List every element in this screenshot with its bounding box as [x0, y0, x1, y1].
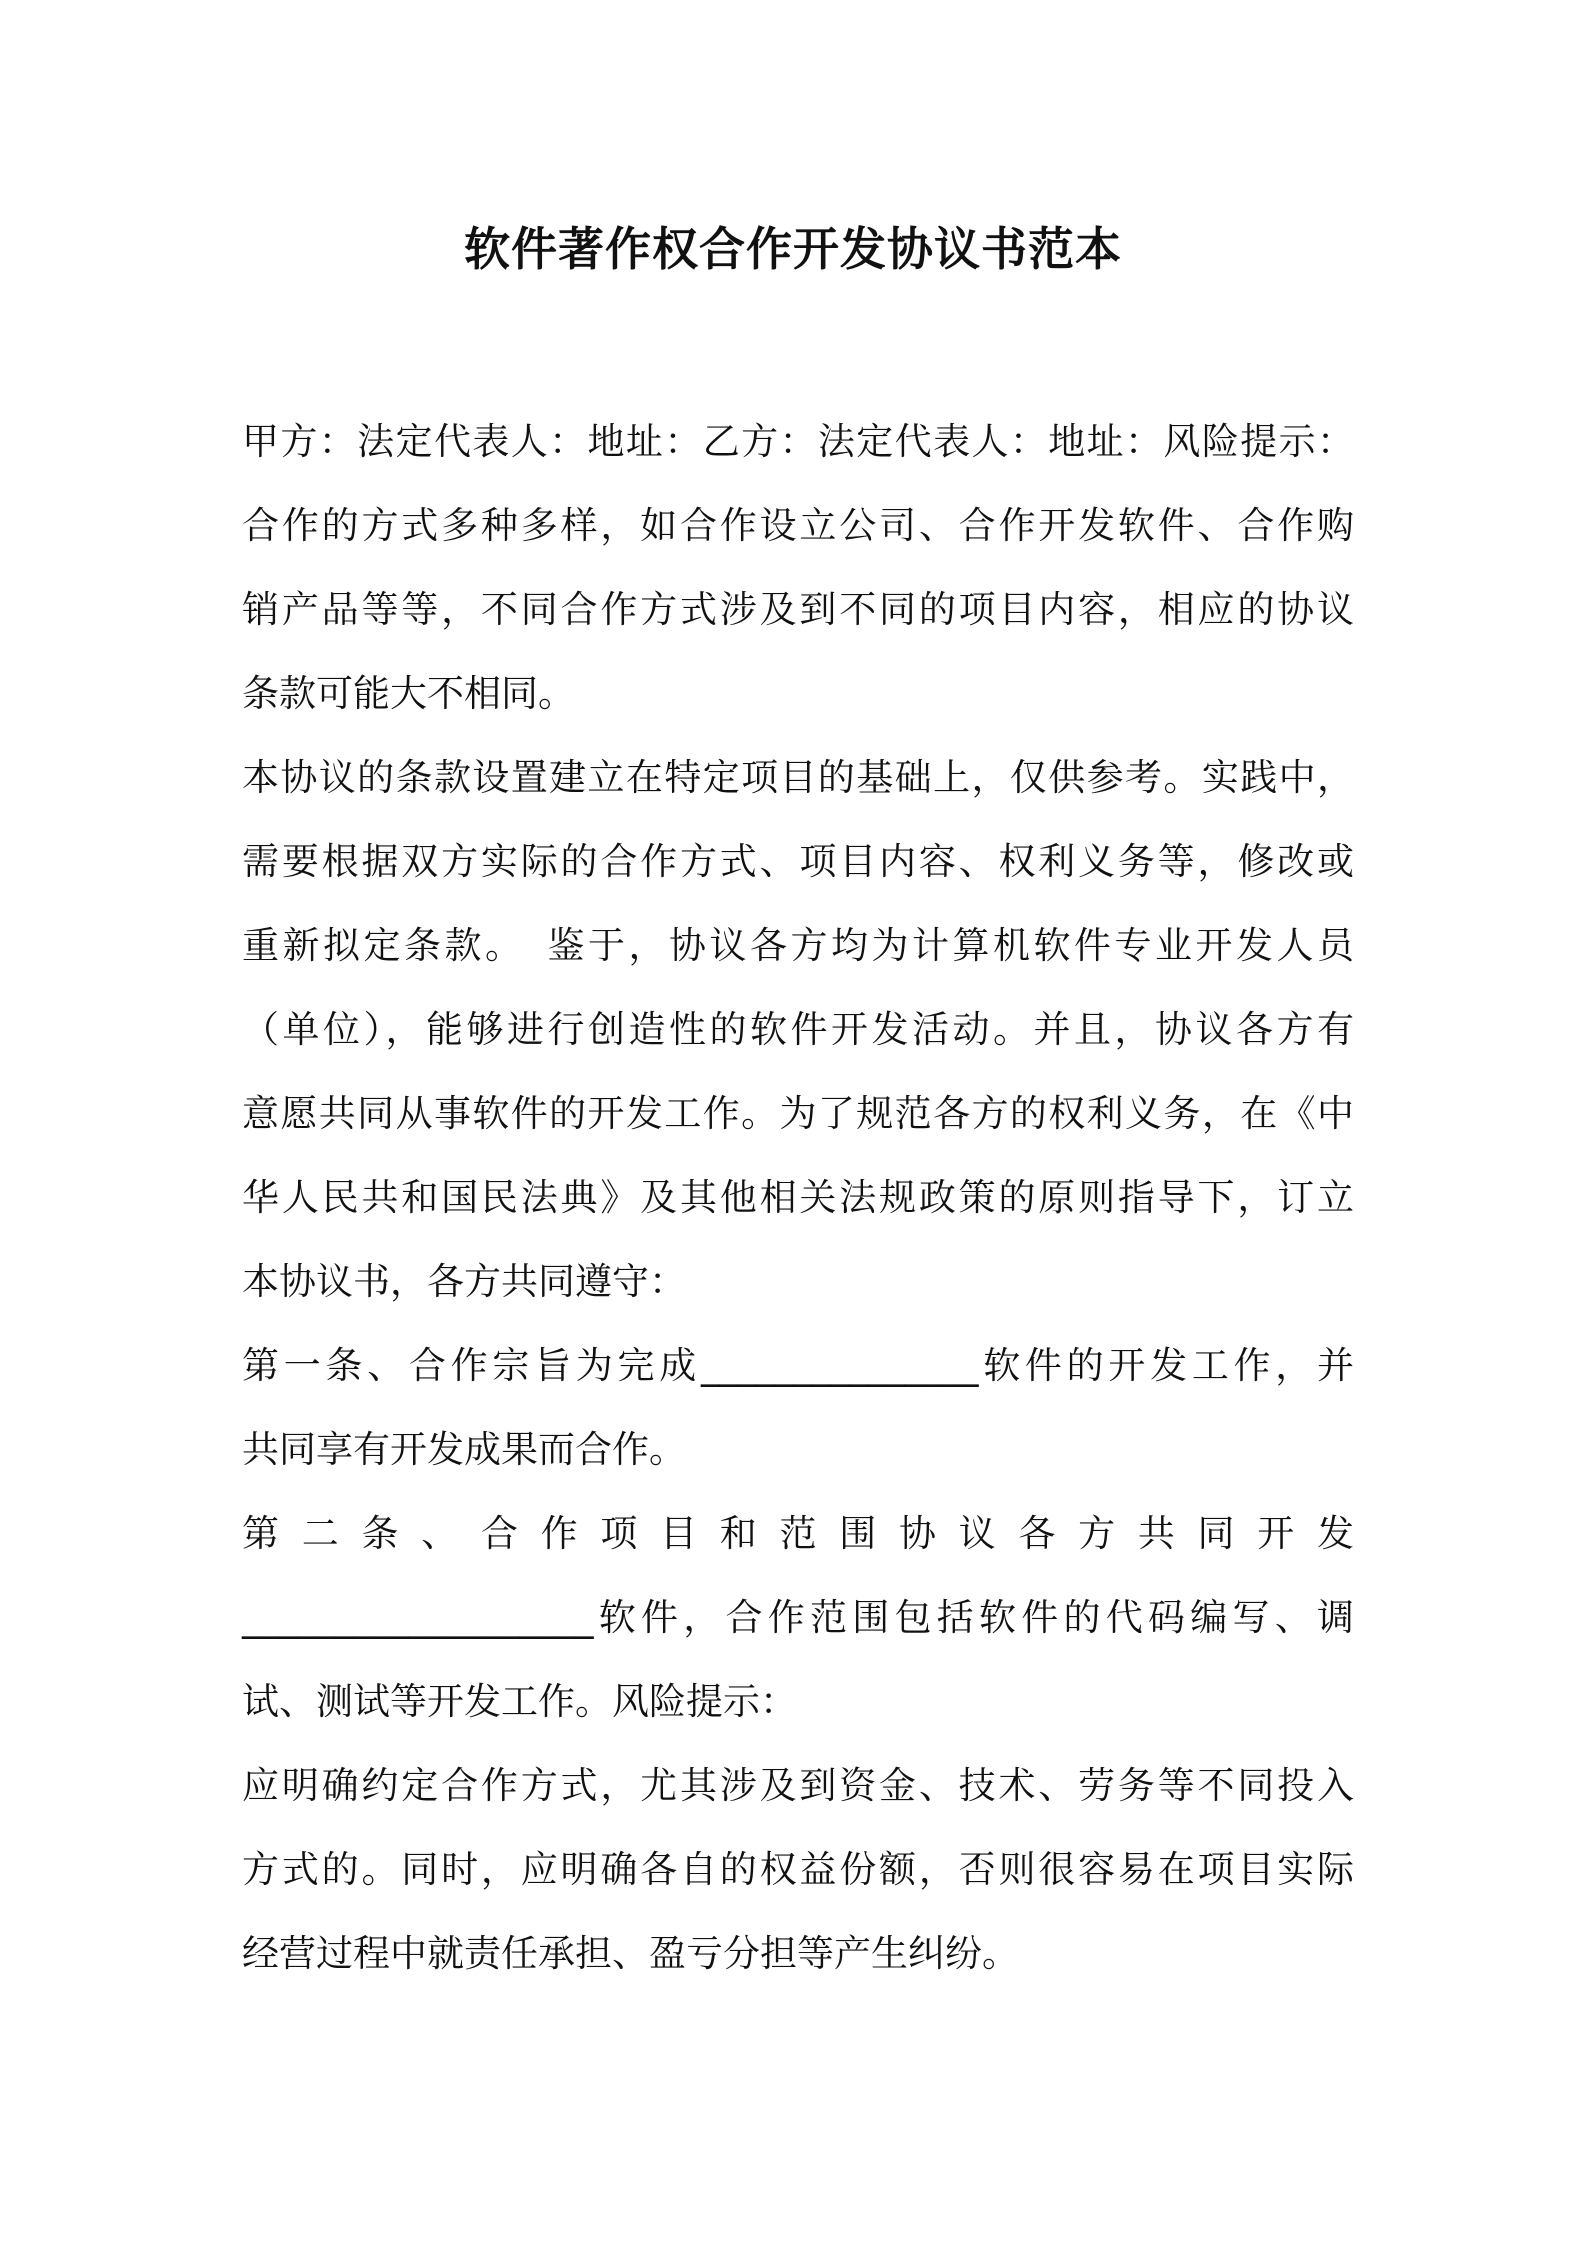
body-line: 经营过程中就责任承担、盈亏分担等产生纠纷。 [242, 1932, 1019, 1975]
body-line: 试、测试等开发工作。风险提示： [242, 1680, 797, 1723]
body-line: 第一条、合作宗旨为完成_______________软件的开发工作，并 [242, 1344, 1354, 1387]
body-line: 华人民共和国民法典》及其他相关法规政策的原则指导下，订立 [242, 1176, 1354, 1219]
body-line: 重新拟定条款。 鉴于，协议各方均为计算机软件专业开发人员 [242, 924, 1354, 967]
body-line: 第 二 条 、 合 作 项 目 和 范 围 协 议 各 方 共 同 开 发 [242, 1512, 1354, 1555]
body-line: 条款可能大不相同。 [242, 672, 575, 715]
body-line: （单位），能够进行创造性的软件开发活动。并且，协议各方有 [242, 1008, 1354, 1051]
body-line: 需要根据双方实际的合作方式、项目内容、权利义务等，修改或 [242, 840, 1354, 883]
body-line: 销产品等等，不同合作方式涉及到不同的项目内容，相应的协议 [242, 588, 1354, 631]
body-line: ___________________软件，合作范围包括软件的代码编写、调 [242, 1596, 1354, 1639]
document-title: 软件著作权合作开发协议书范本 [464, 222, 1122, 276]
body-line: 意愿共同从事软件的开发工作。为了规范各方的权利义务，在《中 [242, 1092, 1354, 1135]
body-line: 应明确约定合作方式，尤其涉及到资金、技术、劳务等不同投入 [242, 1764, 1354, 1807]
document-body [242, 400, 1354, 1996]
body-line: 合作的方式多种多样，如合作设立公司、合作开发软件、合作购 [242, 504, 1354, 547]
body-line: 本协议书，各方共同遵守： [242, 1260, 686, 1303]
body-line: 共同享有开发成果而合作。 [242, 1428, 686, 1471]
body-line: 本协议的条款设置建立在特定项目的基础上，仅供参考。实践中， [242, 756, 1354, 799]
body-line: 方式的。同时，应明确各自的权益份额，否则很容易在项目实际 [242, 1848, 1354, 1891]
body-line: 甲方：法定代表人：地址：乙方：法定代表人：地址：风险提示： [242, 420, 1354, 463]
